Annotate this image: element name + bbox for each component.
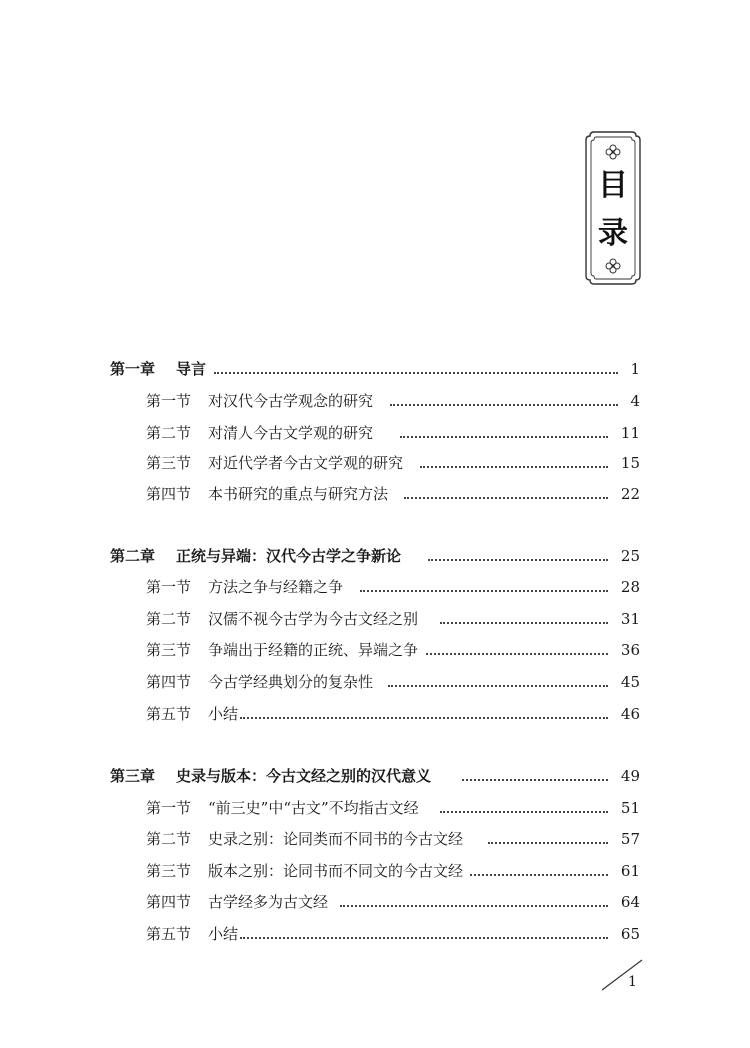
page-number: 36 <box>620 641 640 659</box>
page-number: 22 <box>620 485 640 503</box>
section-title: 汉儒不视今古学为今古文经之别 <box>208 610 419 628</box>
section-title: 版本之别：论同书而不同文的今古文经 <box>208 862 464 880</box>
toc-section[interactable] <box>0 889 750 915</box>
chapter-title: 导言 <box>176 360 207 378</box>
section-title: 对汉代今古学观念的研究 <box>208 392 374 410</box>
section-title: 争端出于经籍的正统、异端之争 <box>208 641 419 659</box>
page-number: 61 <box>620 862 640 880</box>
toc-chapter-2[interactable] <box>0 543 750 569</box>
section-label: 第三节 <box>146 454 192 472</box>
page-number: 64 <box>620 893 640 911</box>
dot-leader <box>388 683 608 687</box>
chapter-title: 正统与异端：汉代今古学之争新论 <box>176 547 402 565</box>
section-title: 小结 <box>208 705 239 723</box>
toc-section[interactable] <box>0 921 750 947</box>
section-title: 对清人今古文学观的研究 <box>208 424 374 442</box>
page-number: 65 <box>620 925 640 943</box>
dot-leader <box>428 557 608 561</box>
toc-section[interactable] <box>0 701 750 727</box>
section-label: 第一节 <box>146 578 192 596</box>
toc-section[interactable] <box>0 574 750 600</box>
section-title: 小结 <box>208 925 239 943</box>
page-number: 4 <box>630 392 640 410</box>
toc-section[interactable] <box>0 795 750 821</box>
toc-section[interactable] <box>0 388 750 414</box>
dot-leader <box>470 872 608 876</box>
chapter-title: 史录与版本：今古文经之别的汉代意义 <box>176 767 432 785</box>
dot-leader <box>404 495 608 499</box>
toc-chapter-3[interactable] <box>0 763 750 789</box>
page-number: 15 <box>620 454 640 472</box>
chapter-label: 第二章 <box>110 547 156 565</box>
section-label: 第五节 <box>146 925 192 943</box>
folio-page-number: 1 <box>628 974 637 990</box>
toc-section[interactable] <box>0 669 750 695</box>
page-number: 49 <box>620 767 640 785</box>
dot-leader <box>426 651 608 655</box>
toc-section[interactable] <box>0 826 750 852</box>
toc-title-char-2: 录 <box>598 216 628 251</box>
chapter-label: 第三章 <box>110 767 156 785</box>
section-title: 史录之别：论同类而不同书的今古文经 <box>208 830 464 848</box>
page-number: 11 <box>620 424 640 442</box>
dot-leader <box>400 434 608 438</box>
page-number: 51 <box>620 799 640 817</box>
section-label: 第一节 <box>146 392 192 410</box>
section-label: 第三节 <box>146 862 192 880</box>
dot-leader <box>240 715 608 719</box>
toc-section[interactable] <box>0 858 750 884</box>
dot-leader <box>340 903 608 907</box>
section-label: 第一节 <box>146 799 192 817</box>
page-number: 45 <box>620 673 640 691</box>
dot-leader <box>462 777 608 781</box>
dot-leader <box>360 588 608 592</box>
section-title: 今古学经典划分的复杂性 <box>208 673 374 691</box>
section-label: 第四节 <box>146 893 192 911</box>
section-label: 第二节 <box>146 830 192 848</box>
section-title: “前三史”中“古文”不均指古文经 <box>208 799 419 817</box>
page-number: 57 <box>620 830 640 848</box>
dot-leader <box>488 840 608 844</box>
dot-leader <box>214 370 618 374</box>
toc-section[interactable] <box>0 606 750 632</box>
dot-leader <box>440 620 608 624</box>
chapter-label: 第一章 <box>110 360 156 378</box>
page-number: 31 <box>620 610 640 628</box>
section-label: 第三节 <box>146 641 192 659</box>
section-label: 第四节 <box>146 673 192 691</box>
page-number: 46 <box>620 705 640 723</box>
toc-section[interactable] <box>0 481 750 507</box>
toc-section[interactable] <box>0 420 750 446</box>
section-label: 第二节 <box>146 610 192 628</box>
section-title: 古学经多为古文经 <box>208 893 329 911</box>
toc-section[interactable] <box>0 450 750 476</box>
page-number: 1 <box>630 360 640 378</box>
page-number: 28 <box>620 578 640 596</box>
section-title: 对近代学者今古文学观的研究 <box>208 454 404 472</box>
section-title: 方法之争与经籍之争 <box>208 578 344 596</box>
dot-leader <box>440 809 608 813</box>
dot-leader <box>390 402 618 406</box>
section-label: 第二节 <box>146 424 192 442</box>
section-label: 第五节 <box>146 705 192 723</box>
page-number: 25 <box>620 547 640 565</box>
dot-leader <box>240 935 608 939</box>
toc-section[interactable] <box>0 637 750 663</box>
section-label: 第四节 <box>146 485 192 503</box>
toc-chapter-1[interactable] <box>0 356 750 382</box>
dot-leader <box>420 464 608 468</box>
section-title: 本书研究的重点与研究方法 <box>208 485 389 503</box>
toc-title-char-1: 目 <box>598 168 628 203</box>
folio-slash <box>598 958 646 992</box>
